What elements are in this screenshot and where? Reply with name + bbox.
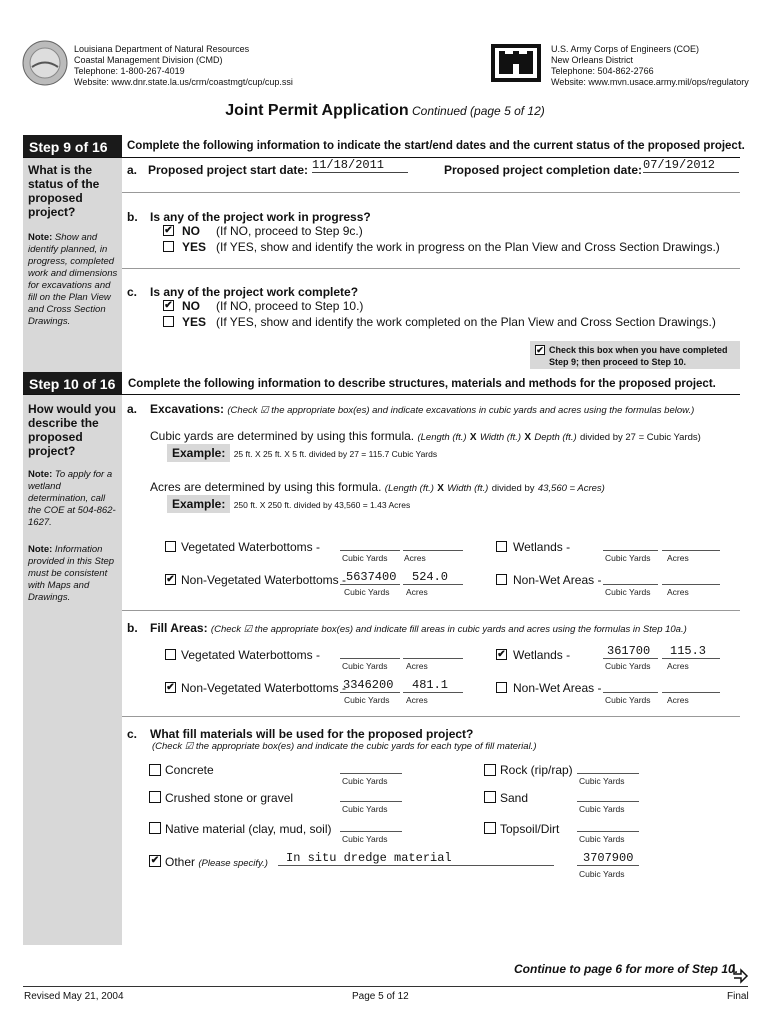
cubic-yards-label: Cubic Yards	[605, 661, 651, 671]
fill-wetlands-cy[interactable]: 361700	[607, 644, 651, 658]
fill-nonveg-ac[interactable]: 481.1	[412, 678, 449, 692]
example-1: Example: 25 ft. X 25 ft. X 5 ft. divided by 27 = 115.7 Cubic Yards	[167, 446, 437, 460]
fill-nonveg-checkbox[interactable]: ✔	[166, 682, 175, 693]
native-material-checkbox[interactable]	[149, 822, 161, 834]
continue-arrow-icon	[731, 962, 749, 984]
excav-veg-ac-line[interactable]	[403, 550, 463, 551]
excav-nonwet-checkbox[interactable]	[496, 574, 507, 585]
step10a-letter: a.	[127, 402, 138, 416]
header-right: U.S. Army Corps of Engineers (COE) New Orleans District Telephone: 504-862-2766 Website: www.mvn.usace.army.mil/ops/regulatory	[551, 44, 749, 87]
acres-label: Acres	[404, 553, 426, 563]
step10c-letter: c.	[127, 727, 138, 741]
excav-wetlands-ac-line[interactable]	[662, 550, 720, 551]
step9c-yes-text: (If YES, show and identify the work completed on the Plan View and Cross Section Drawings.)	[216, 315, 716, 329]
step9c-no-checkbox[interactable]: ✔	[164, 300, 173, 311]
excav-nonwet-cy-line[interactable]	[603, 584, 658, 585]
example-2: Example: 250 ft. X 250 ft. divided by 43,560 = 1.43 Acres	[167, 497, 410, 511]
topsoil-checkbox[interactable]	[484, 822, 496, 834]
continue-note: Continue to page 6 for more of Step 10.	[514, 962, 739, 976]
concrete-checkbox[interactable]	[149, 764, 161, 776]
step9-bar: Step 9 of 16	[23, 135, 122, 157]
acres-formula: Acres are determined by using this formula. (Length (ft.) X Width (ft.) divided by 43,560 = Acres)	[150, 480, 605, 494]
cubic-yards-label: Cubic Yards	[579, 834, 625, 844]
fill-areas-label: Fill Areas: (Check ☑ the appropriate box(es) and indicate fill areas in cubic yards and acres using the formulas in Step 10a.)	[150, 621, 687, 635]
step10-side-question: How would you describe the proposed project?	[28, 402, 116, 458]
step10-note-1: Note: To apply for a wetland determination, call the COE at 504-862-1627.	[28, 469, 116, 528]
fill-nonwet-ac-line[interactable]	[662, 692, 720, 693]
excav-wetlands-label: Wetlands -	[513, 540, 571, 554]
step9c-yes-label: YES	[182, 315, 207, 329]
fill-veg-cy-line[interactable]	[340, 658, 400, 659]
native-material-cy-line[interactable]	[340, 831, 402, 832]
fill-nonveg-cy-line	[340, 692, 400, 693]
page-title: Joint Permit Application Continued (page 5 of 12)	[225, 102, 545, 119]
fill-nonwet-checkbox[interactable]	[496, 682, 507, 693]
step9-heading: Complete the following information to indicate the start/end dates and the current status of the proposed project.	[127, 140, 745, 152]
step9b-yes-text: (If YES, show and identify the work in progress on the Plan View and Cross Section Drawings.)	[216, 240, 720, 254]
footer-final: Final	[727, 991, 749, 1002]
acres-label: Acres	[667, 587, 689, 597]
step10b-letter: b.	[127, 621, 138, 635]
cubic-yards-label: Cubic Yards	[579, 804, 625, 814]
excav-nonveg-cy[interactable]: 5637400	[346, 570, 397, 584]
excav-veg-cy-line[interactable]	[340, 550, 400, 551]
step9c-no-text: (If NO, proceed to Step 10.)	[216, 299, 364, 313]
step9c-question: Is any of the project work complete?	[150, 285, 359, 299]
step9b-question: Is any of the project work in progress?	[150, 210, 371, 224]
crushed-stone-cy-line[interactable]	[340, 801, 402, 802]
step9b-yes-checkbox[interactable]	[163, 241, 174, 252]
native-material-label: Native material (clay, mud, soil)	[165, 822, 332, 836]
fill-veg-checkbox[interactable]	[165, 649, 176, 660]
cubic-yards-label: Cubic Yards	[342, 776, 388, 786]
footer-page: Page 5 of 12	[352, 991, 409, 1002]
step10-note-2: Note: Information provided in this Step must be consistent with Maps and Drawings.	[28, 544, 115, 603]
acres-label: Acres	[406, 695, 428, 705]
step9b-no-text: (If NO, proceed to Step 9c.)	[216, 224, 363, 238]
excav-wetlands-cy-line[interactable]	[603, 550, 658, 551]
excav-veg-checkbox[interactable]	[165, 541, 176, 552]
end-date-field[interactable]: 07/19/2012	[643, 158, 739, 173]
fill-materials-instructions: (Check ☑ the appropriate box(es) and indicate the cubic yards for each type of fill material.)	[152, 741, 537, 752]
cubic-yards-label: Cubic Yards	[342, 553, 388, 563]
cubic-yards-label: Cubic Yards	[605, 587, 651, 597]
step10-bar: Step 10 of 16	[23, 372, 122, 394]
separator	[122, 610, 740, 611]
step9b-yes-label: YES	[182, 240, 207, 254]
sand-label: Sand	[500, 791, 529, 805]
step9-side-question: What is the status of the proposed project?	[28, 163, 100, 219]
separator	[122, 268, 740, 269]
excav-nonveg-ac[interactable]: 524.0	[412, 570, 449, 584]
cubic-yards-label: Cubic Yards	[579, 869, 625, 879]
other-material-checkbox[interactable]: ✔	[150, 855, 160, 866]
fill-veg-label: Vegetated Waterbottoms -	[181, 648, 320, 662]
excav-wetlands-checkbox[interactable]	[496, 541, 507, 552]
step9-side-note: Note: Show and identify planned, in progress, completed work and dimensions for excavations and fill on the Plan View and Cross Section Drawings.	[28, 232, 118, 327]
crushed-stone-checkbox[interactable]	[149, 791, 161, 803]
acres-label: Acres	[406, 587, 428, 597]
header-left: Louisiana Department of Natural Resources Coastal Management Division (CMD) Telephone: 1-800-267-4019 Website: www.dnr.state.la.us/crm/coastmgt/cup/cup.ssi	[74, 44, 293, 87]
concrete-label: Concrete	[165, 763, 214, 777]
excav-nonveg-label: Non-Vegetated Waterbottoms -	[181, 573, 346, 587]
excav-nonwet-ac-line[interactable]	[662, 584, 720, 585]
fill-nonveg-label: Non-Vegetated Waterbottoms -	[181, 681, 346, 695]
step10-heading: Complete the following information to describe structures, materials and methods for the proposed project.	[128, 378, 716, 390]
other-material-cy[interactable]: 3707900	[583, 851, 634, 865]
step9-complete-checkbox[interactable]: ✔	[536, 345, 544, 355]
acres-label: Acres	[667, 695, 689, 705]
other-material-cy-line	[577, 865, 639, 866]
cubic-yards-label: Cubic Yards	[344, 587, 390, 597]
separator	[122, 716, 740, 717]
fill-wetlands-label: Wetlands -	[513, 648, 571, 662]
acres-label: Acres	[667, 661, 689, 671]
footer-revised: Revised May 21, 2004	[24, 991, 124, 1002]
fill-veg-ac-line[interactable]	[403, 658, 463, 659]
fill-wetlands-ac-line	[662, 658, 720, 659]
fill-wetlands-checkbox[interactable]: ✔	[497, 649, 506, 660]
excav-veg-label: Vegetated Waterbottoms -	[181, 540, 320, 554]
start-date-label: Proposed project start date:	[148, 163, 309, 177]
end-date-label: Proposed project completion date:	[444, 163, 643, 177]
sand-cy-line[interactable]	[577, 801, 639, 802]
cubic-yards-label: Cubic Yards	[579, 776, 625, 786]
rock-cy-line[interactable]	[577, 773, 639, 774]
cubic-yards-label: Cubic Yards	[344, 695, 390, 705]
fill-nonwet-label: Non-Wet Areas -	[513, 681, 602, 695]
other-material-specify[interactable]: In situ dredge material	[286, 851, 452, 865]
footer-rule	[23, 986, 748, 987]
start-date-field[interactable]: 11/18/2011	[312, 158, 408, 173]
fill-wetlands-ac[interactable]: 115.3	[670, 644, 707, 658]
rock-checkbox[interactable]	[484, 764, 496, 776]
step9c-letter: c.	[127, 285, 138, 299]
coe-castle-logo	[491, 44, 541, 82]
step9-complete-note: Check this box when you have completed Step 9; then proceed to Step 10.	[549, 345, 728, 367]
step9b-no-label: NO	[182, 224, 200, 238]
cubic-yards-label: Cubic Yards	[605, 553, 651, 563]
topsoil-label: Topsoil/Dirt	[500, 822, 560, 836]
divider-step10	[23, 394, 740, 395]
rock-label: Rock (rip/rap)	[500, 763, 573, 777]
cubic-yards-label: Cubic Yards	[342, 661, 388, 671]
fill-nonveg-ac-line	[403, 692, 463, 693]
fill-nonwet-cy-line[interactable]	[603, 692, 658, 693]
cubic-yards-formula: Cubic yards are determined by using this formula. (Length (ft.) X Width (ft.) X Depth (ft.) divided by 27 = Cubic Yards)	[150, 429, 701, 443]
cubic-yards-label: Cubic Yards	[605, 695, 651, 705]
topsoil-cy-line[interactable]	[577, 831, 639, 832]
step9c-yes-checkbox[interactable]	[163, 316, 174, 327]
sand-checkbox[interactable]	[484, 791, 496, 803]
cubic-yards-label: Cubic Yards	[342, 834, 388, 844]
other-material-specify-line	[278, 865, 554, 866]
step9b-letter: b.	[127, 210, 138, 224]
excav-nonveg-cy-line	[340, 584, 400, 585]
excav-nonveg-checkbox[interactable]: ✔	[166, 574, 175, 585]
acres-label: Acres	[667, 553, 689, 563]
step9b-no-checkbox[interactable]: ✔	[164, 225, 173, 236]
step9a-letter: a.	[127, 163, 138, 177]
concrete-cy-line[interactable]	[340, 773, 402, 774]
fill-wetlands-cy-line	[603, 658, 658, 659]
other-material-label: Other (Please specify.)	[165, 855, 268, 869]
fill-nonveg-cy[interactable]: 3346200	[343, 678, 394, 692]
crushed-stone-label: Crushed stone or gravel	[165, 791, 294, 805]
excav-nonwet-label: Non-Wet Areas -	[513, 573, 602, 587]
cubic-yards-label: Cubic Yards	[342, 804, 388, 814]
acres-label: Acres	[406, 661, 428, 671]
fill-materials-question: What fill materials will be used for the proposed project?	[150, 727, 474, 741]
dnr-seal-logo	[22, 40, 68, 86]
excavations-label: Excavations: (Check ☑ the appropriate box(es) and indicate excavations in cubic yards and acres using the formulas below.)	[150, 402, 695, 416]
excav-nonveg-ac-line	[403, 584, 463, 585]
step9c-no-label: NO	[182, 299, 200, 313]
separator	[122, 192, 740, 193]
